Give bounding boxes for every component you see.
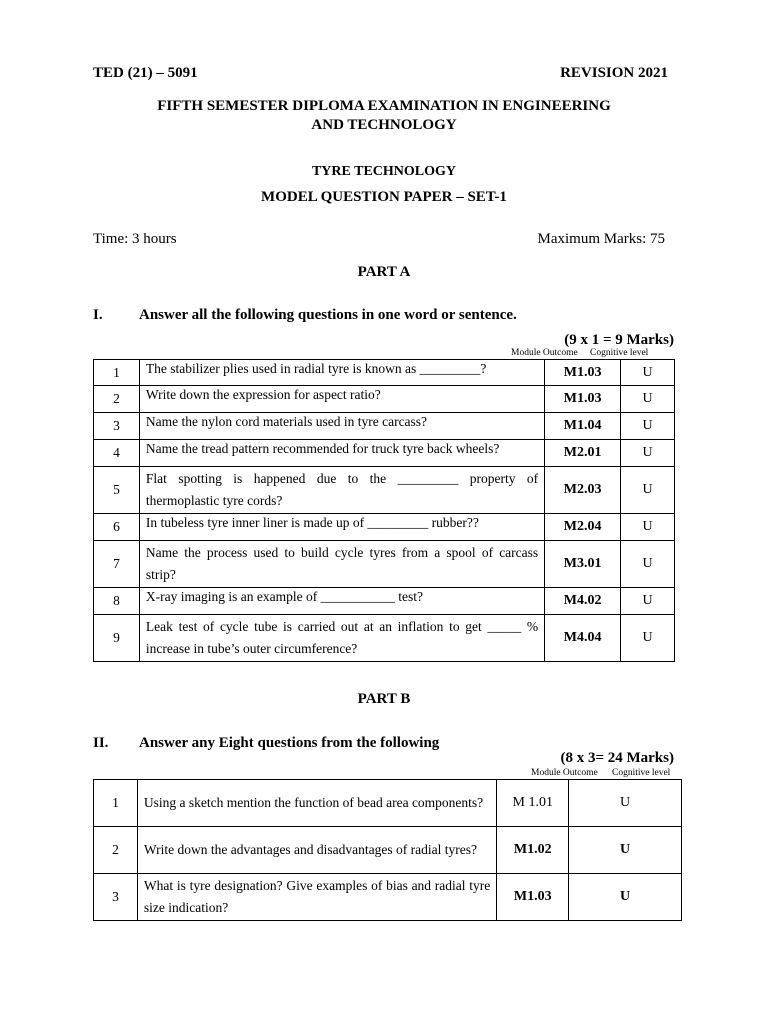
module-outcome: M1.03 [545,360,621,386]
section-i-number: I. [93,307,103,323]
question-text: What is tyre designation? Give examples of bias and radial tyre size indication? [137,874,496,921]
cognitive-level: U [569,827,682,874]
question-number: 3 [94,874,138,921]
part-b-col-module: Module Outcome [531,768,598,778]
question-number: 7 [94,541,140,588]
question-number: 2 [94,386,140,413]
part-a-col-cognitive: Cognitive level [590,348,649,358]
table-row [94,386,675,413]
question-text: Name the nylon cord materials used in tyre carcass? [139,413,544,440]
module-outcome: M4.02 [545,588,621,615]
cognitive-level: U [621,360,675,386]
table-row [94,615,675,662]
cognitive-level: U [621,514,675,541]
module-outcome: M4.04 [545,615,621,662]
paper-title: MODEL QUESTION PAPER – SET-1 [261,189,507,205]
paper-code: TED (21) – 5091 [93,65,198,81]
question-text: Write down the expression for aspect ratio? [139,386,544,413]
part-b-col-cognitive: Cognitive level [612,768,671,778]
exam-title-line2: AND TECHNOLOGY [311,117,457,133]
part-b-title: PART B [357,691,411,707]
cognitive-level: U [621,467,675,514]
part-b-marks: (8 x 3= 24 Marks) [560,750,674,766]
module-outcome: M2.01 [545,440,621,467]
question-text: Leak test of cycle tube is carried out at an inflation to get _____ % increase in tube’s outer circumference? [139,615,544,662]
question-number: 1 [94,780,138,827]
question-number: 1 [94,360,140,386]
question-text: The stabilizer plies used in radial tyre is known as _________? [139,360,544,386]
question-number: 3 [94,413,140,440]
cognitive-level: U [621,413,675,440]
cognitive-level: U [621,541,675,588]
question-text: Name the process used to build cycle tyres from a spool of carcass strip? [139,541,544,588]
question-text: Name the tread pattern recommended for truck tyre back wheels? [139,440,544,467]
time-allowed: Time: 3 hours [93,231,177,247]
question-text: X-ray imaging is an example of ___________ test? [139,588,544,615]
cognitive-level: U [621,440,675,467]
section-ii-instruction: Answer any Eight questions from the following [139,735,440,751]
maximum-marks: Maximum Marks: 75 [537,231,665,247]
cognitive-level: U [621,588,675,615]
module-outcome: M1.04 [545,413,621,440]
module-outcome: M2.04 [545,514,621,541]
question-number: 6 [94,514,140,541]
table-row [94,440,675,467]
module-outcome: M 1.01 [497,780,569,827]
table-row [94,514,675,541]
section-ii-number: II. [93,735,109,751]
exam-title-line1: FIFTH SEMESTER DIPLOMA EXAMINATION IN ENGINEERING [157,98,611,114]
cognitive-level: U [569,780,682,827]
table-row [94,360,675,386]
exam-title [0,97,768,135]
cognitive-level: U [621,386,675,413]
question-text: Flat spotting is happened due to the _________ property of thermoplastic tyre cords? [139,467,544,514]
table-row [94,413,675,440]
question-number: 4 [94,440,140,467]
question-number: 8 [94,588,140,615]
question-text: Write down the advantages and disadvantages of radial tyres? [137,827,496,874]
part-a-marks: (9 x 1 = 9 Marks) [564,332,674,348]
cognitive-level: U [621,615,675,662]
part-a-question-table [93,359,675,662]
section-i-instruction: Answer all the following questions in one word or sentence. [139,307,517,323]
part-b-question-table [93,779,682,921]
table-row [94,541,675,588]
question-number: 9 [94,615,140,662]
module-outcome: M2.03 [545,467,621,514]
question-text: In tubeless tyre inner liner is made up of _________ rubber?? [139,514,544,541]
table-row [94,874,682,921]
cognitive-level: U [569,874,682,921]
module-outcome: M1.03 [545,386,621,413]
question-number: 5 [94,467,140,514]
table-row [94,588,675,615]
part-a-title: PART A [357,264,411,280]
module-outcome: M3.01 [545,541,621,588]
table-row [94,827,682,874]
table-row [94,467,675,514]
revision-label: REVISION 2021 [560,65,668,81]
module-outcome: M1.02 [497,827,569,874]
question-text: Using a sketch mention the function of bead area components? [137,780,496,827]
subject-title: TYRE TECHNOLOGY [311,164,457,179]
question-number: 2 [94,827,138,874]
module-outcome: M1.03 [497,874,569,921]
part-a-col-module: Module Outcome [511,348,578,358]
table-row [94,780,682,827]
